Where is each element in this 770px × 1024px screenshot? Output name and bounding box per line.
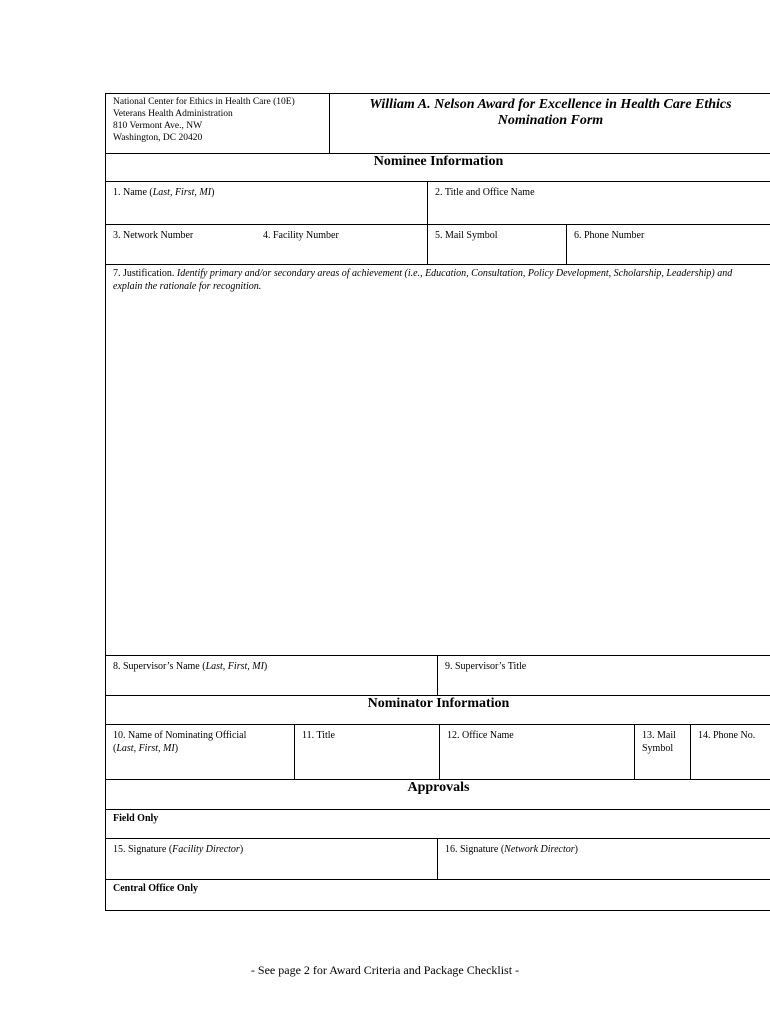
central-office-row (106, 880, 770, 911)
field-label: 10. Name of Nominating Official (113, 730, 247, 741)
field-instructions: Identify primary and/or secondary areas of achievement (i.e., Education, Consultation, Policy Development, Scholarship, Leadership) and explain the rationale for recognition. (113, 268, 733, 292)
nominator-mail-symbol-field[interactable] (634, 725, 690, 779)
facility-director-signature-field[interactable] (106, 839, 437, 879)
field-label: 15. Signature ( (113, 844, 173, 855)
field-label: ) (239, 844, 244, 855)
field-label: 9. Supervisor’s Title (445, 661, 527, 672)
form-title-line1: William A. Nelson Award for Excellence in Health Care Ethics (369, 97, 732, 112)
section-title: Nominee Information (373, 154, 504, 169)
field-label: 6. Phone Number (574, 230, 645, 241)
nominee-section-header (106, 154, 770, 182)
field-label-italic: Facility Director (172, 844, 240, 855)
field-only-label: Field Only (113, 813, 159, 824)
nominee-title-field[interactable] (427, 182, 770, 224)
field-label: ) (574, 844, 578, 855)
section-title: Nominator Information (367, 696, 510, 711)
nominator-section-header (106, 696, 770, 725)
agency-line: 810 Vermont Ave., NW (113, 121, 203, 131)
mail-symbol-field[interactable] (427, 225, 566, 264)
page-footer-note: - See page 2 for Award Criteria and Package Checklist - (250, 963, 520, 977)
signatures-row (106, 839, 770, 880)
approvals-section-header (106, 780, 770, 810)
field-label: ) (211, 187, 215, 198)
section-title: Approvals (407, 780, 470, 795)
field-label: 2. Title and Office Name (435, 187, 535, 198)
nomination-form (105, 93, 770, 911)
network-director-signature-field[interactable] (437, 839, 770, 879)
supervisor-name-field[interactable] (106, 656, 437, 695)
agency-address (106, 94, 329, 153)
field-label: Symbol (642, 742, 674, 754)
field-label: 14. Phone No. (698, 730, 756, 741)
network-number-field[interactable] (106, 225, 256, 264)
field-label-italic: Last, First, MI (205, 661, 264, 672)
field-label: 12. Office Name (447, 730, 514, 741)
field-label: ) (263, 661, 268, 672)
nominator-phone-field[interactable] (690, 725, 770, 779)
field-label-italic: Last, First, MI (116, 742, 175, 754)
field-label: 7. Justification. (113, 268, 177, 279)
justification-row (106, 265, 770, 656)
field-label: 4. Facility Number (263, 230, 339, 241)
central-office-label: Central Office Only (113, 883, 198, 894)
field-label: ) (174, 742, 179, 754)
nominating-official-field[interactable] (106, 725, 294, 779)
field-label: 8. Supervisor’s Name ( (113, 661, 206, 672)
justification-field[interactable] (106, 265, 770, 655)
nominator-office-field[interactable] (439, 725, 634, 779)
phone-number-field[interactable] (566, 225, 770, 264)
field-label: 1. Name ( (113, 187, 153, 198)
nominator-row (106, 725, 770, 780)
field-label: 5. Mail Symbol (435, 230, 498, 241)
nominee-row-name (106, 182, 770, 225)
agency-line: National Center for Ethics in Health Care (10E) (113, 97, 295, 107)
field-only-row (106, 810, 770, 839)
field-label: 16. Signature ( (445, 844, 505, 855)
nominator-title-field[interactable] (294, 725, 439, 779)
field-label: 13. Mail (642, 730, 676, 741)
agency-line: Washington, DC 20420 (113, 133, 203, 143)
supervisor-title-field[interactable] (437, 656, 770, 695)
nominee-row-numbers (106, 225, 770, 265)
facility-number-field[interactable] (256, 225, 427, 264)
field-label: 3. Network Number (113, 230, 194, 241)
agency-line: Veterans Health Administration (113, 109, 233, 119)
nominee-name-field[interactable] (106, 182, 427, 224)
form-title-line2: Nomination Form (497, 113, 604, 128)
field-label: 11. Title (302, 730, 335, 741)
field-label-italic: Network Director (504, 844, 575, 855)
supervisor-row (106, 656, 770, 696)
form-title (329, 94, 770, 153)
field-label-italic: Last, First, MI (152, 187, 212, 198)
form-header (106, 94, 770, 154)
field-label: ( (113, 742, 117, 754)
